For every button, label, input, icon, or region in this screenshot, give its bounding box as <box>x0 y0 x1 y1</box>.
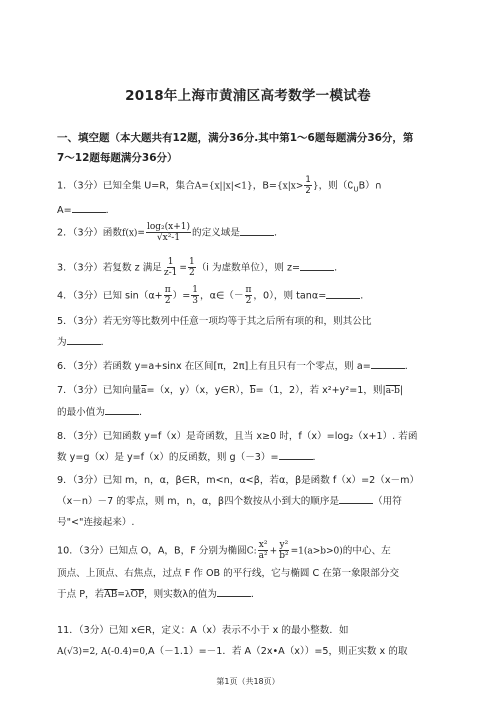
question-1: 1．（3分）已知全集 U=R，集合A={x||x|<1}，B={x|x> $\frac{1}{2}$ }，则$(∁_UB)\cap$ A= ． <box>57 175 382 217</box>
question-9: 9．（3分）已知 m，n，α，β∈R，m<n，α<β，若α，β是函数 f（x）=2（x－m） （x－n）－7 的零点，则 m，n，α，β四个数按从小到大的顺序是 （用符 号"<"连接起来）. <box>57 475 420 528</box>
section-heading <box>57 128 452 168</box>
fraction: $\frac{\text{log₂(x+1)}}{\text{√x²-1}}$ <box>146 222 190 243</box>
page-title: 2018年上海市黄浦区高考数学一模试卷 <box>125 88 371 104</box>
answer-blank <box>67 333 101 345</box>
section-heading-line-1: 一、填空题（本大题共有12题，满分36分.其中第1～6题每题满分36分，第 <box>57 132 414 144</box>
fraction: $\frac{\text{y²}}{\text{b²}}$ <box>279 540 289 561</box>
fraction: $\frac{1}{2}$ <box>305 175 311 196</box>
question-6: 6．（3分）若函数 y=a+sinx 在区间[π，2π]上有且只有一个零点，则 a= ． <box>57 356 452 377</box>
page-footer: 第1页（共18页） <box>216 677 280 686</box>
section-heading-line-2: 7～12题每题满分36分） <box>57 152 178 164</box>
vector-a: $\overline{a}$ <box>141 386 147 396</box>
vector-b: $\overline{b}$ <box>249 386 256 396</box>
fraction: $\frac{1}{3}$ <box>192 285 199 306</box>
question-3: 3．（3分）若复数 z 满足 $\frac{1}{z-1}$ = $\frac{1}{2}$ （i 为虚数单位），则 z= ． <box>57 257 344 278</box>
vector-diff: a-b <box>385 386 400 396</box>
answer-blank <box>279 448 313 460</box>
answer-blank <box>72 201 106 213</box>
answer-blank <box>300 259 334 271</box>
question-2: 2．（3分）函数f(x)= $\frac{\text{log₂(x+1)}}{\text{√x²-1}}$ 的定义域是 ． <box>57 222 284 243</box>
question-4: 4．（3分）已知 sin（α+ $\frac{\pi}{2}$ ）= $\frac{1}{3}$ ，α∈（－ $\frac{\pi}{2}$ ，0），则 tanα= ． <box>57 285 370 306</box>
question-10: 10．（3分）已知点 O，A，B，F 分别为椭圆C: $\frac{\text{x²}}{\text{a²}}$ + $\frac{\text{y²}}{\text{b²}}$ =1(a>b>0)的中心、左 顶点、上顶点、右焦点，过点 F 作 OB 的平行线，它与椭圆 C 在第一象限部分交 于点 P，若$\overline{AB}=\lambda\overline{OP}$，则实数λ的值为 ． <box>57 540 400 600</box>
fraction: $\frac{1}{z-1}$ <box>163 257 178 278</box>
answer-blank <box>326 287 360 299</box>
answer-blank <box>339 492 373 504</box>
fraction: $\frac{\pi}{2}$ <box>164 285 171 306</box>
question-8: 8．（3分）已知函数 y=f（x）是奇函数，且当 x≥0 时，f（x）=log₂（x+1）. 若函 数 y=g（x）是 y=f（x）的反函数，则 g（－3）= ． <box>57 431 418 463</box>
answer-blank <box>217 585 251 597</box>
question-7: 7．（3分）已知向量$\overline{a}=(x$，y）（x，y∈R），$\overline{b}=(1$，2），若 x²+y²=1，则|a-b| 的最小值为 ． <box>57 385 404 418</box>
question-5: 5．（3分）若无穷等比数列中任意一项均等于其之后所有项的和，则其公比 为 ． <box>57 316 372 348</box>
answer-blank <box>240 224 274 236</box>
set-a: A={x||x|<1} <box>194 181 253 192</box>
vector-ab: $\overline{AB}$ <box>104 589 118 600</box>
question-11: 11．（3分）已知 x∈R，定义：A（x）表示不小于 x 的最小整数．如 A(√3)=2, A(-0.4)=0,A（－1.1）=－1．若 A（2x•A（x））=5，则正实数 x 的取 <box>57 625 408 657</box>
answer-blank <box>105 403 139 415</box>
vector-op: $\overline{OP}$ <box>130 589 145 600</box>
fraction: $\frac{1}{2}$ <box>188 257 195 278</box>
answer-blank <box>371 357 405 369</box>
fraction: $\frac{\pi}{2}$ <box>245 285 252 306</box>
fraction: $\frac{\text{x²}}{\text{a²}}$ <box>258 540 268 561</box>
